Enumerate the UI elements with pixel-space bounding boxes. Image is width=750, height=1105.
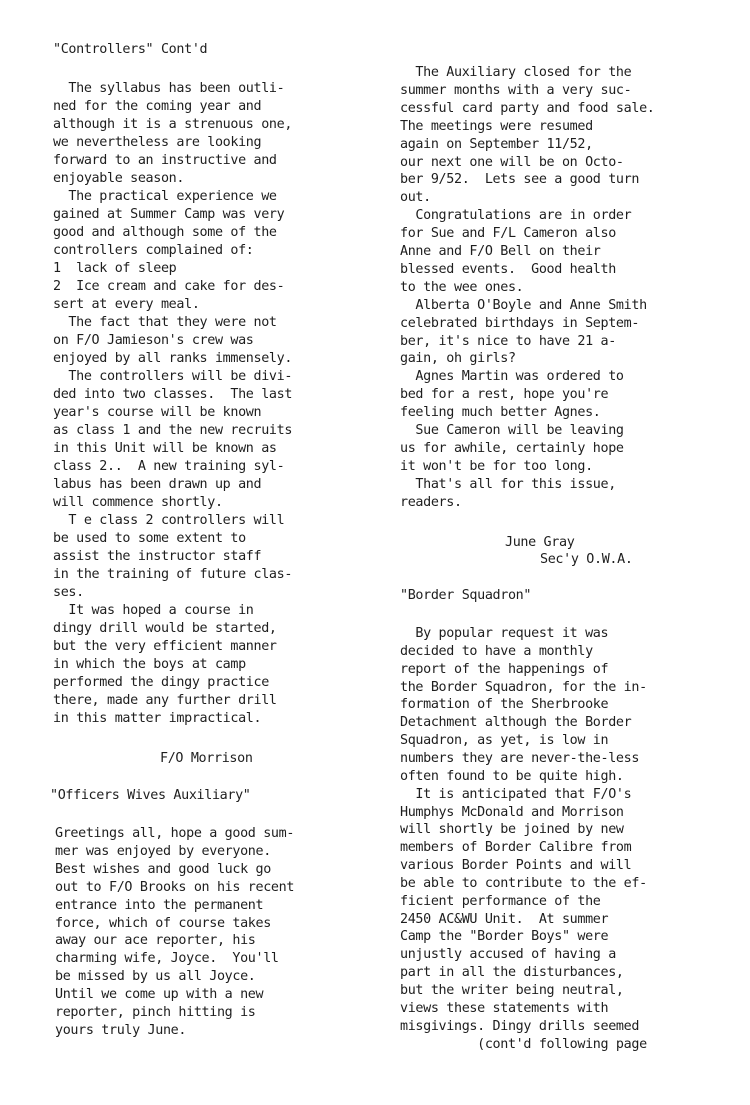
border-squadron-text-line: misgivings. Dingy drills seemed xyxy=(400,1018,640,1034)
officers-wives-text-line: be missed by us all Joyce. xyxy=(55,969,256,985)
controllers-text-line: ses. xyxy=(53,585,84,600)
auxiliary-text-line: it won't be for too long. xyxy=(400,458,593,474)
auxiliary-text-line: Agnes Martin was ordered to xyxy=(400,369,624,385)
auxiliary-text-line: celebrated birthdays in Septem- xyxy=(400,315,640,331)
controllers-text-line: in this matter impractical. xyxy=(53,711,262,726)
auxiliary-signature-name: June Gray xyxy=(505,535,575,550)
auxiliary-text-line: ber, it's nice to have 21 a- xyxy=(400,333,616,349)
border-squadron-text-line: often found to be quite high. xyxy=(400,768,624,784)
controllers-text-line: there, made any further drill xyxy=(53,693,277,708)
controllers-text-line: as class 1 and the new recruits xyxy=(53,423,293,438)
controllers-text-line: It was hoped a course in xyxy=(53,603,254,618)
auxiliary-text-line: Sue Cameron will be leaving xyxy=(400,423,624,438)
controllers-heading: "Controllers" Cont'd xyxy=(53,42,208,57)
controllers-text-line: class 2.. A new training syl- xyxy=(53,459,285,474)
border-squadron-text-line: be able to contribute to the ef- xyxy=(400,875,647,891)
auxiliary-signature-title: Sec'y O.W.A. xyxy=(540,552,633,567)
controllers-text-line: in the training of future clas- xyxy=(53,567,293,582)
border-squadron-text-line: Humphys McDonald and Morrison xyxy=(400,804,624,820)
border-squadron-text-line: members of Border Calibre from xyxy=(400,840,632,856)
controllers-text-line: 2 Ice cream and cake for des- xyxy=(53,279,285,294)
auxiliary-text-line: ber 9/52. Lets see a good turn xyxy=(400,172,640,188)
officers-wives-text-line: out to F/O Brooks on his recent xyxy=(55,879,295,895)
controllers-text-line: assist the instructor staff xyxy=(53,549,262,564)
controllers-text-line: ned for the coming year and xyxy=(53,99,262,114)
officers-wives-text-line: yours truly June. xyxy=(55,1022,187,1038)
controllers-text-line: controllers complained of: xyxy=(53,243,254,258)
controllers-text-line: performed the dingy practice xyxy=(53,675,269,690)
controllers-text-line: on F/O Jamieson's crew was xyxy=(53,333,254,348)
controllers-text-line: will commence shortly. xyxy=(53,495,223,510)
border-squadron-text-line: the Border Squadron, for the in- xyxy=(400,679,647,695)
officers-wives-text-line: charming wife, Joyce. You'll xyxy=(55,951,279,967)
officers-wives-text-line: Until we come up with a new xyxy=(55,987,264,1003)
auxiliary-text-line: gain, oh girls? xyxy=(400,351,516,367)
auxiliary-text-line: for Sue and F/L Cameron also xyxy=(400,226,616,242)
auxiliary-text-line: summer months with a very suc- xyxy=(400,82,632,98)
border-squadron-text-line: Squadron, as yet, is low in xyxy=(400,733,609,749)
border-squadron-text-line: formation of the Sherbrooke xyxy=(400,697,609,713)
officers-wives-text-line: mer was enjoyed by everyone. xyxy=(55,843,271,859)
auxiliary-text-line: The Auxiliary closed for the xyxy=(400,65,632,80)
border-squadron-text-line: various Border Points and will xyxy=(400,858,632,874)
border-squadron-text-line: decided to have a monthly xyxy=(400,643,593,659)
officers-wives-text-line: Best wishes and good luck go xyxy=(55,861,271,877)
controllers-text-line: 1 lack of sleep xyxy=(53,261,177,276)
border-squadron-text-line: report of the happenings of xyxy=(400,661,609,677)
controllers-text-line: year's course will be known xyxy=(53,405,262,420)
controllers-text-line: sert at every meal. xyxy=(53,297,200,312)
border-squadron-text-line: unjustly accused of having a xyxy=(400,947,616,963)
controllers-text-line: enjoyed by all ranks immensely. xyxy=(53,351,293,366)
controllers-text-line: The controllers will be divi- xyxy=(53,369,293,384)
controllers-text-line: gained at Summer Camp was very xyxy=(53,207,285,222)
border-squadron-text-line: 2450 AC&WU Unit. At summer xyxy=(400,911,609,927)
controllers-text-line: in this Unit will be known as xyxy=(53,441,277,456)
border-squadron-text-line: will shortly be joined by new xyxy=(400,822,624,838)
auxiliary-text-line: our next one will be on Octo- xyxy=(400,154,624,170)
auxiliary-text-line: blessed events. Good health xyxy=(400,261,616,277)
controllers-signature: F/O Morrison xyxy=(160,751,253,766)
border-squadron-heading: "Border Squadron" xyxy=(400,588,532,603)
officers-wives-text-line: away our ace reporter, his xyxy=(55,933,256,949)
controllers-text-line: in which the boys at camp xyxy=(53,657,246,672)
border-squadron-text-line: numbers they are never-the-less xyxy=(400,750,640,766)
controllers-text-line: we nevertheless are looking xyxy=(53,135,262,150)
controllers-text-line: The fact that they were not xyxy=(53,315,277,330)
controllers-text-line: but the very efficient manner xyxy=(53,639,277,654)
controllers-text-line: ded into two classes. The last xyxy=(53,387,293,402)
border-squadron-text-line: It is anticipated that F/O's xyxy=(400,786,632,802)
border-squadron-text-line: but the writer being neutral, xyxy=(400,983,624,998)
controllers-text-line: The practical experience we xyxy=(53,189,277,204)
auxiliary-text-line: readers. xyxy=(400,494,462,510)
controllers-text-line: labus has been drawn up and xyxy=(53,477,262,492)
border-squadron-text-line: Camp the "Border Boys" were xyxy=(400,929,609,945)
controllers-text-line: T e class 2 controllers will xyxy=(53,513,285,528)
auxiliary-text-line: Alberta O'Boyle and Anne Smith xyxy=(400,297,647,313)
officers-wives-text-line: Greetings all, hope a good sum- xyxy=(55,826,295,841)
auxiliary-text-line: out. xyxy=(400,190,431,206)
controllers-text-line: dingy drill would be started, xyxy=(53,621,277,636)
controllers-text-line: although it is a strenuous one, xyxy=(53,117,293,132)
officers-wives-heading: "Officers Wives Auxiliary" xyxy=(50,788,251,803)
auxiliary-text-line: The meetings were resumed xyxy=(400,118,593,134)
auxiliary-text-line: That's all for this issue, xyxy=(400,476,616,492)
controllers-text-line: The syllabus has been outli- xyxy=(53,81,285,96)
border-squadron-text-line: ficient performance of the xyxy=(400,893,601,909)
controllers-text-line: good and although some of the xyxy=(53,225,277,240)
officers-wives-text-line: entrance into the permanent xyxy=(55,897,264,913)
controllers-text-line: enjoyable season. xyxy=(53,171,185,186)
officers-wives-text-line: force, which of course takes xyxy=(55,915,271,931)
controllers-text-line: forward to an instructive and xyxy=(53,153,277,168)
auxiliary-text-line: again on September 11/52, xyxy=(400,136,593,152)
auxiliary-text-line: bed for a rest, hope you're xyxy=(400,387,609,403)
auxiliary-text-line: us for awhile, certainly hope xyxy=(400,440,624,456)
auxiliary-text-line: cessful card party and food sale. xyxy=(400,100,655,116)
border-squadron-text-line: (cont'd following page xyxy=(400,1036,647,1052)
auxiliary-text-line: to the wee ones. xyxy=(400,279,524,295)
officers-wives-text-line: reporter, pinch hitting is xyxy=(55,1005,256,1020)
border-squadron-text-line: views these statements with xyxy=(400,1000,609,1016)
border-squadron-text-line: Detachment although the Border xyxy=(400,715,632,731)
border-squadron-text-line: part in all the disturbances, xyxy=(400,965,624,981)
border-squadron-text-line: By popular request it was xyxy=(400,626,609,641)
auxiliary-text-line: Anne and F/O Bell on their xyxy=(400,244,601,259)
auxiliary-text-line: feeling much better Agnes. xyxy=(400,405,601,421)
controllers-text-line: be used to some extent to xyxy=(53,531,246,546)
auxiliary-text-line: Congratulations are in order xyxy=(400,208,632,224)
